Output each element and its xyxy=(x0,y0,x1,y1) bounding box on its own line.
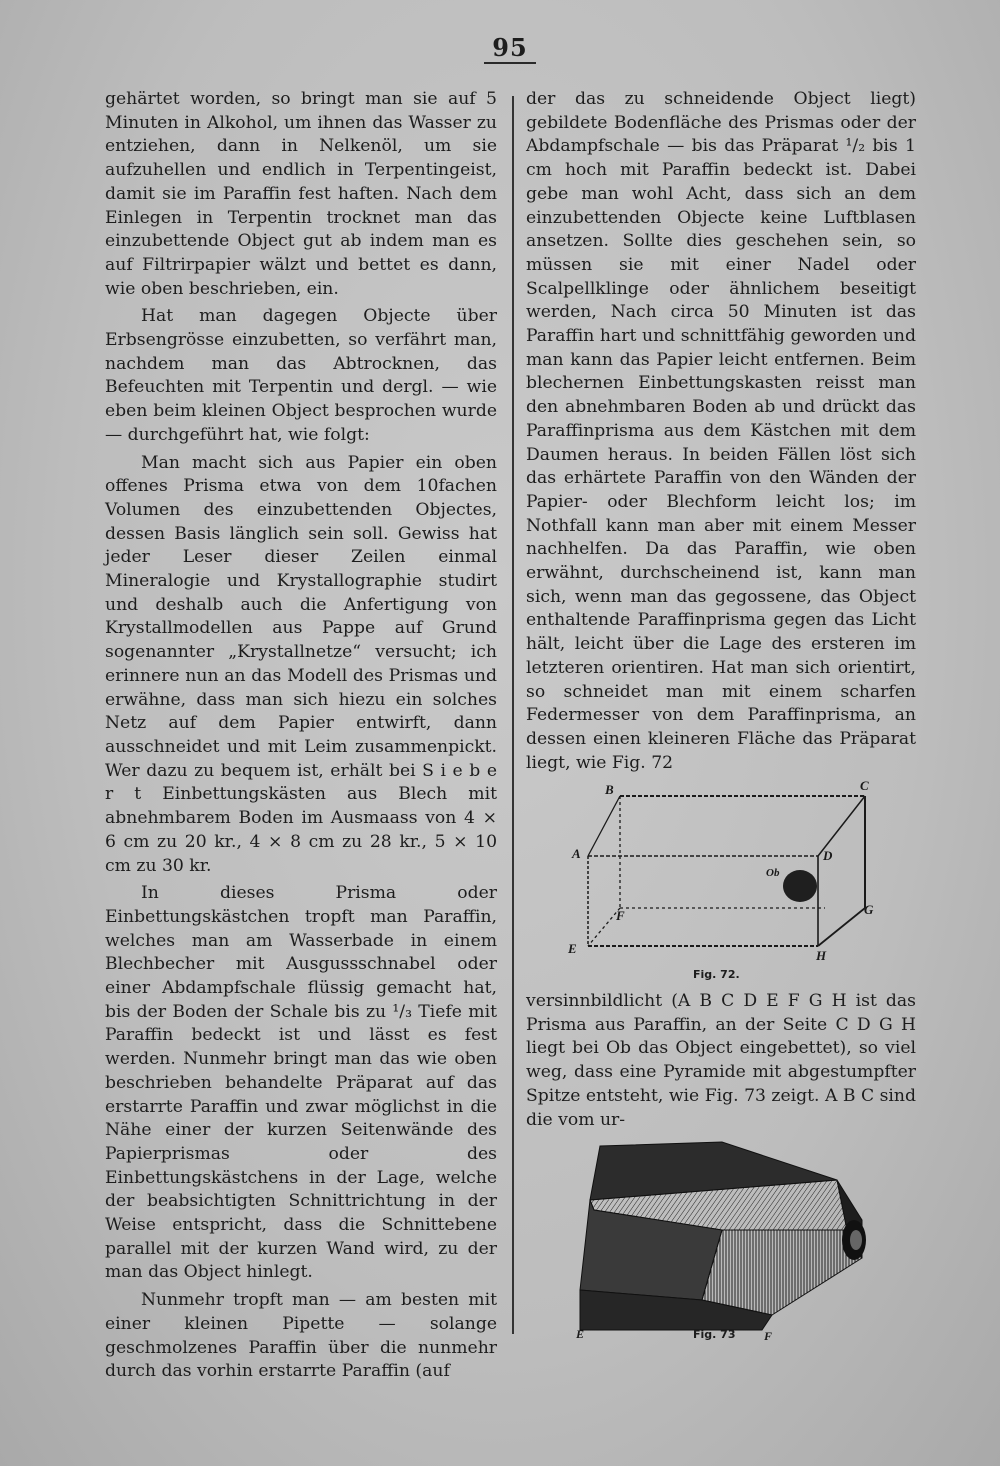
figure-73-truncated-pyramid xyxy=(572,1140,892,1340)
label-e: E xyxy=(576,1327,585,1340)
label-h: H xyxy=(816,948,827,963)
label-e: E xyxy=(568,941,577,956)
label-d: D xyxy=(823,848,833,863)
page-number: 95 xyxy=(492,33,528,62)
paragraph: gehärtet worden, so bringt man sie auf 5 Minuten in Alkohol, um ihnen das Wasser zu entziehen, dann in Nelkenöl, um sie aufzuhellen und endlich in Terpentingeist, damit sie im Paraffin fest haften. Nach dem Einlegen in Terpentin trocknet man das einzubettende Object gut ab indem man es auf Filtrirpapier wälzt und bettet es dann, wie oben beschrieben, ein. xyxy=(105,89,497,299)
label-a: A xyxy=(572,846,581,861)
left-column xyxy=(105,88,497,1384)
label-c: C xyxy=(860,778,869,793)
label-g: G xyxy=(864,902,874,917)
label-b: B xyxy=(605,782,614,797)
paragraph: In dieses Prisma oder Einbettungskästchen tropft man Paraffin, welches man am Wasserbade in einem Blechbecher mit Ausgussschnabel oder einer Abdampfschale flüssig gemacht hat, bis der Boden der Schale bis zu ¹/₃ Tiefe mit Paraffin bedeckt ist und lässt es fest werden. Nunmehr bringt man das wie oben beschrieben behandelte Präparat auf das erstarrte Paraffin und zwar möglichst in die Nähe einer der kurzen Seitenwände des Papierprismas oder des Einbettungskästchens in der Lage, welche der beabsichtigten Schnittrichtung in der Weise entspricht, dass die Schnittebene parallel mit der kurzen Wand wird, zu der man das Object hinlegt. xyxy=(105,883,497,1283)
paragraph: versinnbildlicht (A B C D E F G H ist das Prisma aus Paraffin, an der Seite C D G H liegt bei Ob das Object eingebettet), so viel weg, dass eine Pyramide mit abgestumpfter Spitze entsteht, wie Fig. 73 zeigt. A B C sind die vom ur- xyxy=(526,991,916,1130)
right-column-top xyxy=(526,88,916,775)
figure-72-prism-diagram xyxy=(560,778,890,988)
paragraph: Man macht sich aus Papier ein oben offenes Prisma etwa von dem 10fachen Volumen des einzubettenden Objectes, dessen Basis länglich sein soll. Gewiss hat jeder Leser dieser Zeilen einmal Mineralogie und Krystallographie studirt und deshalb auch die Anfertigung von Krystallmodellen aus Pappe auf Grund sogenannter „Krystallnetze“ versucht; ich erinnere nun an das Modell des Prismas und erwähne, dass man sich hiezu ein solches Netz auf dem Papier entwirft, dann ausschneidet und mit Leim zusammenpickt. Wer dazu zu bequem ist, erhält bei S i e b e r t Einbettungskästen aus Blech mit abnehmbarem Boden im Ausmaass von 4 × 6 cm zu 20 kr., 4 × 8 cm zu 28 kr., 5 × 10 cm zu 30 kr. xyxy=(105,452,497,876)
label-f: F xyxy=(764,1329,773,1340)
paragraph: Hat man dagegen Objecte über Erbsengrösse einzubetten, so verfährt man, nachdem man das Abtrocknen, das Befeuchten mit Terpentin und dergl. — wie eben beim kleinen Object besprochen wurde — durchgeführt hat, wie folgt: xyxy=(105,306,497,445)
page-number-rule xyxy=(484,62,536,64)
figure-72-caption: Fig. 72. xyxy=(693,968,740,981)
paragraph: Nunmehr tropft man — am besten mit einer kleinen Pipette — solange geschmolzenes Paraffin über die nunmehr durch das vorhin erstarrte Paraffin (auf xyxy=(105,1290,497,1382)
label-ob: Ob xyxy=(766,867,780,879)
right-column-middle xyxy=(526,990,916,1132)
object-ob xyxy=(783,870,817,902)
paragraph: der das zu schneidende Object liegt) gebildete Bodenfläche des Prismas oder der Abdampfschale — bis das Präparat ¹/₂ bis 1 cm hoch mit Paraffin bedeckt ist. Dabei gebe man wohl Acht, dass sich an dem einzubettenden Objecte keine Luftblasen ansetzen. Sollte dies geschehen sein, so müssen sie mit einer Nadel oder Scalpellklinge oder ähnlichem beseitigt werden, Nach circa 50 Minuten ist das Paraffin hart und schnittfähig geworden und man kann das Papier leicht entfernen. Beim blechernen Einbettungskasten reisst man den abnehmbaren Boden ab und drückt das Paraffinprisma aus dem Kästchen mit dem Daumen heraus. In beiden Fällen löst sich das erhärtete Paraffin von den Wänden der Papier- oder Blechform leicht los; im Nothfall kann man aber mit einem Messer nachhelfen. Da das Paraffin, wie oben erwähnt, durchscheinend ist, kann man sich, wenn man das gegossene, das Object enthaltende Paraffinprisma gegen das Licht hält, leicht über die Lage des ersteren im letzteren orientiren. Hat man sich orientirt, so schneidet man mit einem scharfen Federmesser von dem Paraffinprisma, an dessen einen kleineren Fläche das Präparat liegt, wie Fig. 72 xyxy=(526,89,916,773)
figure-73-caption: Fig. 73 xyxy=(693,1328,736,1341)
label-f: F xyxy=(616,908,625,923)
column-divider xyxy=(512,96,514,1334)
